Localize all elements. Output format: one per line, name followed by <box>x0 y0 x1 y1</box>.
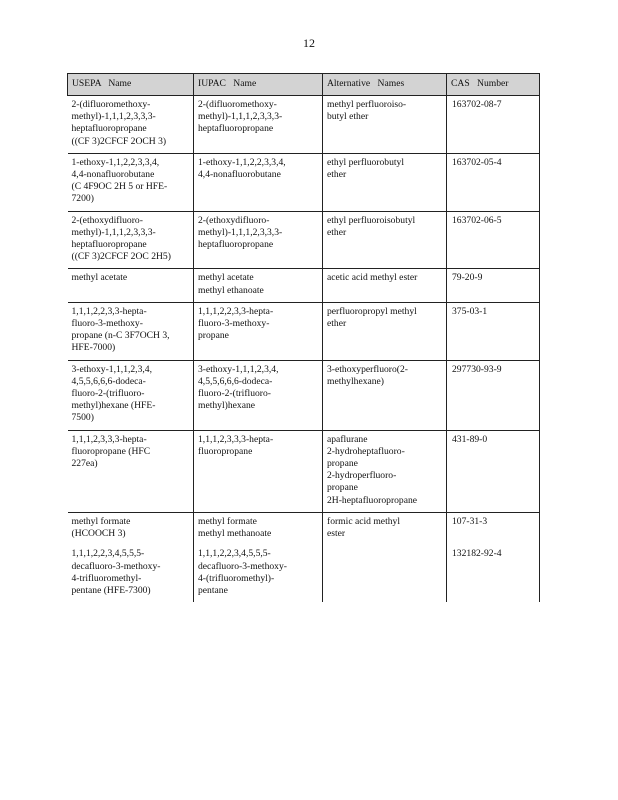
alternative-names-cell: ethyl perfluoroisobutyl ether <box>323 211 447 269</box>
iupac-name-cell: methyl acetate methyl ethanoate <box>194 269 323 302</box>
header-cas-number: CAS Number <box>447 74 540 96</box>
usepa-name-cell: 1-ethoxy-1,1,2,2,3,3,4, 4,4-nonafluorobutane (C 4F9OC 2H 5 or HFE- 7200) <box>68 153 194 211</box>
header-usepa-name: USEPA Name <box>68 74 194 96</box>
cas-number-cell: 297730-93-9 <box>447 360 540 430</box>
usepa-name-cell: 1,1,1,2,2,3,4,5,5,5- decafluoro-3-methoxy- 4-trifluoromethyl- pentane (HFE-7300) <box>68 545 194 602</box>
cas-number-cell: 79-20-9 <box>447 269 540 302</box>
chemical-names-table <box>67 73 540 602</box>
alternative-names-cell: perfluoropropyl methyl ether <box>323 302 447 360</box>
usepa-name-cell: 1,1,1,2,2,3,3-hepta- fluoro-3-methoxy- propane (n-C 3F7OCH 3, HFE-7000) <box>68 302 194 360</box>
table-row <box>68 269 540 302</box>
cas-number-cell: 163702-06-5 <box>447 211 540 269</box>
iupac-name-cell: 1,1,1,2,2,3,3-hepta- fluoro-3-methoxy- propane <box>194 302 323 360</box>
alternative-names-cell: acetic acid methyl ester <box>323 269 447 302</box>
table-row <box>68 360 540 430</box>
usepa-name-cell: methyl acetate <box>68 269 194 302</box>
page-number: 12 <box>303 36 315 50</box>
cas-number-cell: 132182-92-4 <box>447 545 540 602</box>
table-row <box>68 430 540 512</box>
cas-number-cell: 163702-05-4 <box>447 153 540 211</box>
alternative-names-cell <box>323 545 447 602</box>
alternative-names-cell: formic acid methyl ester <box>323 512 447 545</box>
usepa-name-cell: 1,1,1,2,3,3,3-hepta- fluoropropane (HFC 227ea) <box>68 430 194 512</box>
header-alternative-names: Alternative Names <box>323 74 447 96</box>
iupac-name-cell: 1,1,1,2,3,3,3-hepta- fluoropropane <box>194 430 323 512</box>
table-row <box>68 512 540 545</box>
alternative-names-cell: 3-ethoxyperfluoro(2- methylhexane) <box>323 360 447 430</box>
alternative-names-cell: apaflurane 2-hydroheptafluoro- propane 2-hydroperfluoro- propane 2H-heptafluoropropane <box>323 430 447 512</box>
usepa-name-cell: 2-(difluoromethoxy- methyl)-1,1,1,2,3,3,3- heptafluoropropane ((CF 3)2CFCF 2OCH 3) <box>68 96 194 154</box>
usepa-name-cell: 2-(ethoxydifluoro- methyl)-1,1,1,2,3,3,3- heptafluoropropane ((CF 3)2CFCF 2OC 2H5) <box>68 211 194 269</box>
table-row <box>68 153 540 211</box>
table-header-row <box>68 74 540 96</box>
cas-number-cell: 107-31-3 <box>447 512 540 545</box>
table-row <box>68 211 540 269</box>
iupac-name-cell: 2-(difluoromethoxy- methyl)-1,1,1,2,3,3,3- heptafluoropropane <box>194 96 323 154</box>
usepa-name-cell: methyl formate (HCOOCH 3) <box>68 512 194 545</box>
iupac-name-cell: 3-ethoxy-1,1,1,2,3,4, 4,5,5,6,6,6-dodeca- fluoro-2-(trifluoro- methyl)hexane <box>194 360 323 430</box>
table-row <box>68 96 540 154</box>
iupac-name-cell: 2-(ethoxydifluoro- methyl)-1,1,1,2,3,3,3- heptafluoropropane <box>194 211 323 269</box>
iupac-name-cell: 1-ethoxy-1,1,2,2,3,3,4, 4,4-nonafluorobutane <box>194 153 323 211</box>
table-row <box>68 545 540 602</box>
usepa-name-cell: 3-ethoxy-1,1,1,2,3,4, 4,5,5,6,6,6-dodeca- fluoro-2-(trifluoro- methyl)hexane (HFE- 7500) <box>68 360 194 430</box>
alternative-names-cell: ethyl perfluorobutyl ether <box>323 153 447 211</box>
cas-number-cell: 163702-08-7 <box>447 96 540 154</box>
iupac-name-cell: 1,1,1,2,2,3,4,5,5,5- decafluoro-3-methoxy- 4-(trifluoromethyl)- pentane <box>194 545 323 602</box>
alternative-names-cell: methyl perfluoroiso- butyl ether <box>323 96 447 154</box>
cas-number-cell: 375-03-1 <box>447 302 540 360</box>
iupac-name-cell: methyl formate methyl methanoate <box>194 512 323 545</box>
table-row <box>68 302 540 360</box>
cas-number-cell: 431-89-0 <box>447 430 540 512</box>
header-iupac-name: IUPAC Name <box>194 74 323 96</box>
